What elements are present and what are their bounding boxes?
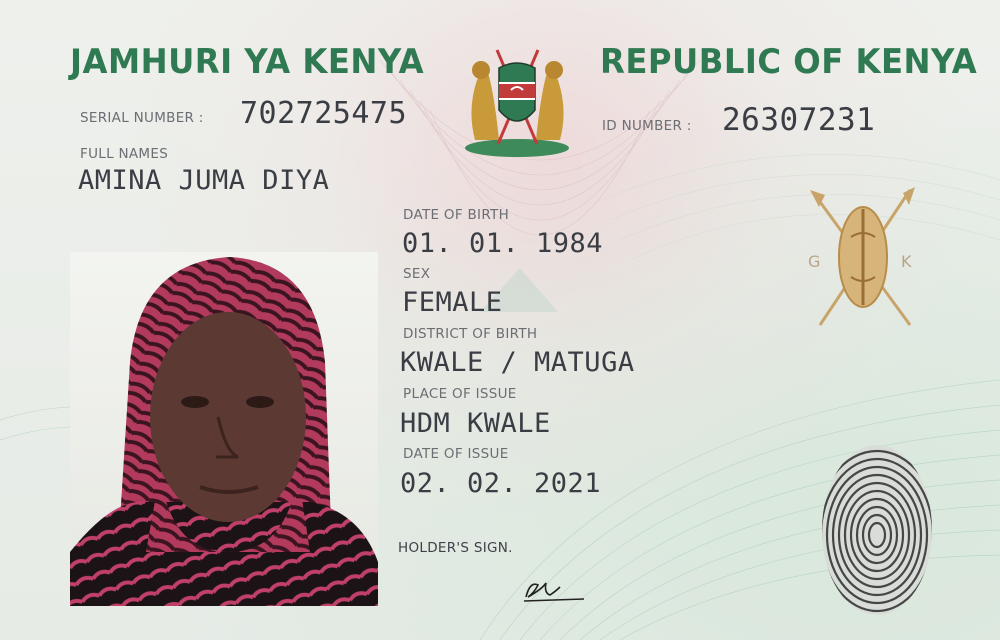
place-of-issue-value: HDM KWALE [400,408,551,439]
district-of-birth-label: DISTRICT OF BIRTH [403,326,538,342]
gk-letter-g: G [808,252,821,271]
signature-image [520,575,590,607]
holders-sign-label: HOLDER'S SIGN. [398,540,513,556]
id-number-label: ID NUMBER : [602,118,692,134]
holder-photo [70,252,378,606]
gk-letter-k: K [901,252,912,271]
id-number-value: 26307231 [722,102,876,138]
header-english: REPUBLIC OF KENYA [600,42,978,82]
thumbprint-image [815,440,940,620]
gk-shield-icon [805,185,925,330]
sex-label: SEX [403,266,431,282]
header-swahili: JAMHURI YA KENYA [70,42,425,82]
date-of-birth-value: 01. 01. 1984 [402,228,604,259]
serial-number-label: SERIAL NUMBER : [80,110,204,126]
serial-number-value: 702725475 [240,96,408,131]
place-of-issue-label: PLACE OF ISSUE [403,386,517,402]
coat-of-arms-icon [455,40,580,158]
date-of-issue-label: DATE OF ISSUE [403,446,509,462]
date-of-birth-label: DATE OF BIRTH [403,207,510,223]
full-names-value: AMINA JUMA DIYA [78,165,330,196]
district-of-birth-value: KWALE / MATUGA [400,347,635,378]
sex-value: FEMALE [402,287,503,318]
full-names-label: FULL NAMES [80,146,169,162]
date-of-issue-value: 02. 02. 2021 [400,468,602,499]
